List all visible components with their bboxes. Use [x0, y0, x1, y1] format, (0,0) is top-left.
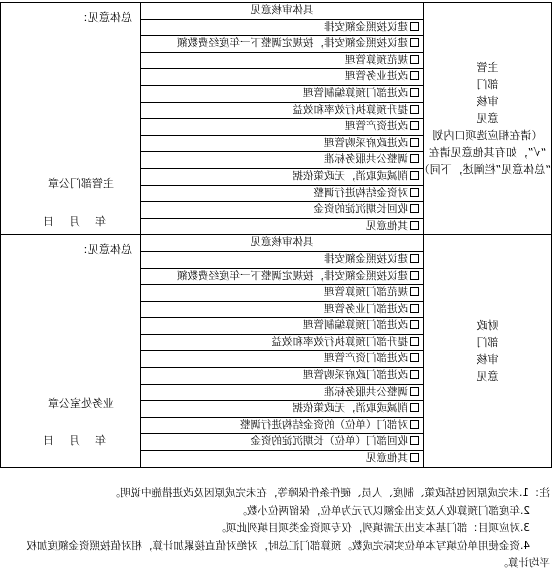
date-line: [28, 432, 106, 448]
label-line: 主管: [476, 61, 499, 75]
checkbox-icon[interactable]: [410, 287, 419, 296]
footnotes: [4, 485, 550, 573]
option-label: 改进部门资产管理: [324, 352, 408, 365]
footnote-line: 平均计算。: [497, 557, 550, 569]
option-label: 改进部门业务管理: [324, 302, 408, 315]
footnote-line: 2.年度部门预算收入及支出金额以万元为单位，保留两位小数。: [236, 504, 530, 517]
label-note-line: “总体意见”栏阐述，下同）: [418, 163, 551, 177]
option-label: 对资金结构进行调整: [313, 186, 408, 199]
checkbox-icon[interactable]: [410, 88, 419, 97]
label-line: 审核: [476, 95, 499, 109]
label-note-line: （请在相应选项口内划: [432, 129, 543, 143]
official-seal-label: 业务处室公章: [48, 397, 114, 411]
supervisor-opinion-options: [141, 3, 424, 235]
option-row[interactable]: [141, 136, 423, 153]
checkbox-icon[interactable]: [410, 320, 419, 329]
checkbox-icon[interactable]: [410, 221, 419, 230]
option-row[interactable]: [141, 152, 423, 169]
footnote-line: 注：1.未完成原因包括政策、制度、人员、硬件条件保障等，在未完成原因及改进措施中说明。: [109, 487, 550, 499]
footnote-line: 4.资金使用单位填写本单位实际完成数。预算部门汇总时，对绝对值直接累加计算，相对值按照资金额度加权: [26, 539, 530, 552]
option-label: 改进业务管理: [345, 70, 408, 83]
label-note-line: “√”，如有其他意见请在: [428, 146, 547, 160]
review-opinion-table: [0, 2, 552, 468]
checkbox-icon[interactable]: [410, 420, 419, 429]
option-row[interactable]: [141, 186, 423, 203]
checkbox-icon[interactable]: [410, 254, 419, 263]
checkbox-icon[interactable]: [410, 387, 419, 396]
option-label: 改进部门政府采购管理: [303, 369, 408, 382]
options-header: 具体审核意见: [141, 235, 423, 252]
option-row[interactable]: [141, 401, 423, 418]
option-row[interactable]: [141, 119, 423, 136]
option-label: 削减或取消，无政策依据: [292, 169, 408, 182]
option-row[interactable]: [141, 103, 423, 120]
checkbox-icon[interactable]: [410, 337, 419, 346]
option-label: 建议按照金额安排，按规定调整下一年度经费数额: [177, 37, 408, 50]
label-line: 意见: [476, 369, 499, 383]
option-row[interactable]: [141, 351, 423, 368]
option-label: 改进部门预算编制管理: [303, 86, 408, 99]
option-row[interactable]: [141, 20, 423, 37]
option-label: 其他意见: [366, 219, 408, 232]
option-row[interactable]: [141, 53, 423, 70]
overall-opinion-label: 总体意见：: [77, 11, 132, 24]
month-label: 月: [69, 215, 80, 228]
option-label: 建议按照金额安排: [324, 252, 408, 265]
option-label: 其他意见: [366, 452, 408, 465]
label-line: 部门: [476, 78, 499, 92]
option-label: 提升部门预算执行效率和效益: [271, 335, 408, 348]
finance-signature-area[interactable]: [1, 235, 141, 467]
option-row[interactable]: [141, 36, 423, 53]
year-label: 年: [95, 434, 106, 448]
option-row[interactable]: [141, 385, 423, 402]
option-label: 调整公共服务标准: [324, 153, 408, 166]
day-label: 日: [43, 434, 54, 448]
year-label: 年: [95, 215, 106, 228]
finance-opinion-options: [141, 235, 424, 467]
option-row[interactable]: [141, 169, 423, 186]
option-label: 削减或取消，无政策依据: [292, 402, 408, 415]
supervisor-signature-area[interactable]: [1, 3, 141, 235]
checkbox-icon[interactable]: [410, 121, 419, 130]
checkbox-icon[interactable]: [410, 154, 419, 163]
option-row[interactable]: [141, 219, 423, 235]
checkbox-icon[interactable]: [410, 22, 419, 31]
finance-review-label: [424, 235, 552, 467]
option-row[interactable]: [141, 252, 423, 269]
option-row[interactable]: [141, 302, 423, 319]
label-line: 意见: [476, 112, 499, 126]
checkbox-icon[interactable]: [410, 105, 419, 114]
checkbox-icon[interactable]: [410, 453, 419, 462]
option-label: 建议按照金额安排: [324, 20, 408, 33]
month-label: 月: [69, 434, 80, 448]
checkbox-icon[interactable]: [410, 55, 419, 64]
official-seal-label: 主管部门公章: [48, 177, 114, 190]
option-label: 规范预算管理: [345, 53, 408, 66]
label-line: 部门: [476, 335, 499, 349]
option-row[interactable]: [141, 202, 423, 219]
option-row[interactable]: [141, 86, 423, 103]
option-label: 改进资产管理: [345, 120, 408, 133]
date-line: [28, 213, 106, 229]
option-row[interactable]: [141, 69, 423, 86]
checkbox-icon[interactable]: [410, 304, 419, 313]
checkbox-icon[interactable]: [410, 271, 419, 280]
option-label: 规范部门预算管理: [324, 286, 408, 299]
option-row[interactable]: [141, 318, 423, 335]
option-label: 建议按照金额安排，按规定调整下一年度经费数额: [177, 269, 408, 282]
option-row[interactable]: [141, 285, 423, 302]
checkbox-icon[interactable]: [410, 436, 419, 445]
finance-review-section: [1, 235, 552, 467]
option-label: 收回部门（单位）长期沉淀的资金: [250, 435, 408, 448]
checkbox-icon[interactable]: [410, 138, 419, 147]
overall-opinion-label: 总体意见：: [77, 243, 132, 257]
option-row[interactable]: [141, 418, 423, 435]
option-row[interactable]: [141, 269, 423, 286]
day-label: 日: [43, 215, 54, 228]
checkbox-icon[interactable]: [410, 188, 419, 197]
option-row[interactable]: [141, 368, 423, 385]
checkbox-icon[interactable]: [410, 38, 419, 47]
option-label: 改进部门预算编制管理: [303, 319, 408, 332]
option-row[interactable]: [141, 434, 423, 451]
footnote-line: 3.对应项目：部门基本支出无需填列，仅专项资金类项目填列此项。: [215, 522, 530, 534]
option-label: 改进政府采购管理: [324, 136, 408, 149]
option-label: 对部门（单位）的资金结构进行调整: [240, 418, 408, 431]
supervisor-review-section: [1, 3, 552, 235]
options-header: 具体审核意见: [141, 3, 423, 20]
supervisor-review-label: [418, 3, 552, 235]
label-line: 审核: [476, 352, 499, 366]
option-row[interactable]: [141, 335, 423, 352]
checkbox-icon[interactable]: [410, 204, 419, 213]
checkbox-icon[interactable]: [410, 353, 419, 362]
checkbox-icon[interactable]: [410, 403, 419, 412]
label-line: 财政: [476, 318, 499, 332]
checkbox-icon[interactable]: [410, 171, 419, 180]
option-row[interactable]: [141, 451, 423, 467]
checkbox-icon[interactable]: [410, 71, 419, 80]
option-label: 收回长期沉淀的资金: [313, 203, 408, 216]
checkbox-icon[interactable]: [410, 370, 419, 379]
option-label: 提升预算执行效率和效益: [292, 103, 408, 116]
option-label: 调整公共服务标准: [324, 385, 408, 398]
